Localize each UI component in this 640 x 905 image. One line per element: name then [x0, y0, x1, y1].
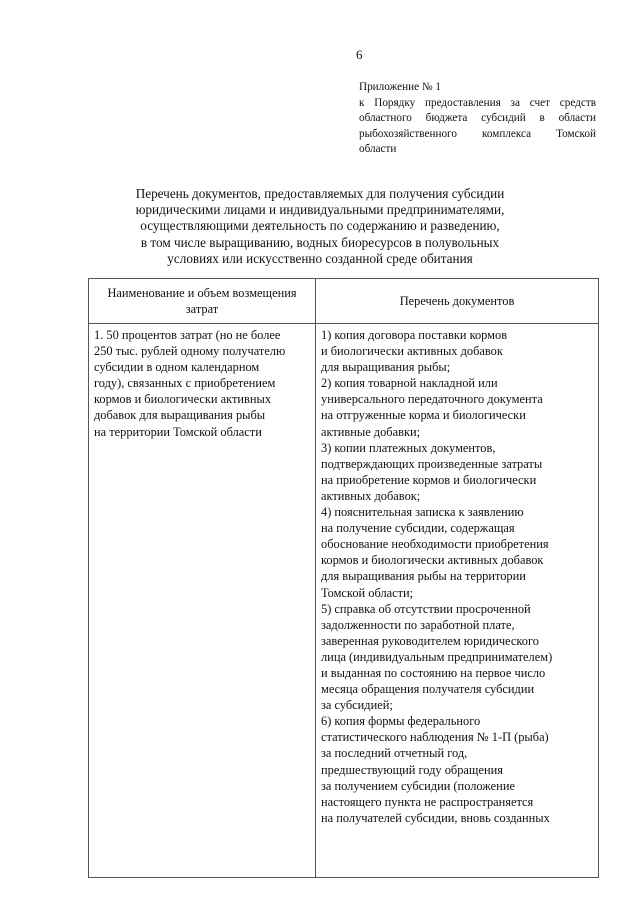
cost-line: году), связанных с приобретением [94, 376, 276, 391]
document-line: на получателей субсидии, вновь созданных [321, 810, 550, 825]
document-line: статистического наблюдения № 1-П (рыба) [321, 730, 549, 745]
document-line: подтверждающих произведенные затраты [321, 456, 543, 471]
document-line: на приобретение кормов и биологически [321, 472, 537, 487]
document-line: 2) копия товарной накладной или [321, 376, 498, 391]
header-cost [89, 279, 316, 324]
cost-line: субсидии в одном календарном [94, 360, 260, 375]
document-line: за субсидией; [321, 698, 393, 713]
appendix-line: к Порядку предоставления за счет средств [359, 96, 596, 109]
document-line: предшествующий году обращения [321, 762, 503, 777]
document-line: обоснование необходимости приобретения [321, 537, 549, 552]
document-line: лица (индивидуальным предпринимателем) [321, 649, 553, 664]
document-line: 3) копии платежных документов, [321, 440, 496, 455]
title-line: условиях или искусственно созданной среде обитания [167, 250, 473, 266]
document-line: задолженности по заработной плате, [321, 617, 515, 632]
document-line: для выращивания рыбы на территории [321, 569, 526, 584]
cost-line: добавок для выращивания рыбы [94, 408, 266, 423]
cost-line: на территории Томской области [94, 424, 262, 439]
document-line: и выданная по состоянию на первое число [321, 665, 546, 680]
document-line: за последний отчетный год, [321, 746, 468, 761]
table-header-row [89, 279, 599, 324]
cost-text [89, 324, 315, 444]
document-line: Томской области; [321, 585, 414, 600]
document-line: кормов и биологически активных добавок [321, 553, 544, 568]
documents-text [316, 324, 598, 830]
page-number: 6 [356, 47, 363, 62]
title-line: осуществляющими деятельность по содержанию и разведению, [140, 218, 500, 234]
title-line: в том числе выращиванию, водных биоресурсов в полувольных [140, 234, 500, 250]
document-line: заверенная руководителем юридического [321, 633, 539, 648]
appendix-line: рыбохозяйственного комплекса Томской [359, 127, 596, 140]
document-line: активные добавки; [321, 424, 421, 439]
appendix-line: области [359, 143, 397, 155]
cost-line: кормов и биологически активных [94, 392, 272, 407]
title-line: юридическими лицами и индивидуальными предпринимателями, [135, 202, 505, 218]
document-line: 1) копия договора поставки кормов [321, 328, 508, 342]
cost-line: 1. 50 процентов затрат (но не более [94, 328, 281, 342]
documents-table [88, 278, 599, 878]
document-line: за получением субсидии (положение [321, 778, 515, 793]
document-line: 5) справка об отсутствии просроченной [321, 601, 531, 616]
document-line: и биологически активных добавок [321, 344, 503, 359]
document-line: универсального передаточного документа [321, 392, 543, 407]
document-line: месяца обращения получателя субсидии [321, 682, 535, 697]
cost-line: 250 тыс. рублей одному получателю [94, 344, 286, 359]
document-line: на получение субсидии, содержащая [321, 521, 515, 536]
appendix-header [359, 80, 596, 158]
header-cost-label: Наименование и объем возмещения затрат [107, 286, 297, 316]
document-line: настоящего пункта не распространяется [321, 794, 534, 809]
header-documents [316, 279, 599, 324]
document-line: 6) копия формы федерального [321, 714, 481, 729]
cost-cell [89, 324, 316, 878]
document-line: активных добавок; [321, 488, 421, 503]
appendix-line: областного бюджета субсидий в области [359, 112, 596, 124]
title-line: Перечень документов, предоставляемых для получения субсидии [135, 186, 505, 201]
document-line: для выращивания рыбы; [321, 360, 451, 375]
table-row [89, 324, 599, 878]
header-documents-label: Перечень документов [399, 293, 515, 308]
documents-cell [316, 324, 599, 878]
appendix-title: Приложение № 1 [359, 81, 441, 93]
document-line: 4) пояснительная записка к заявлению [321, 505, 524, 520]
document-title [120, 186, 520, 267]
document-line: на отгруженные корма и биологически [321, 408, 526, 423]
